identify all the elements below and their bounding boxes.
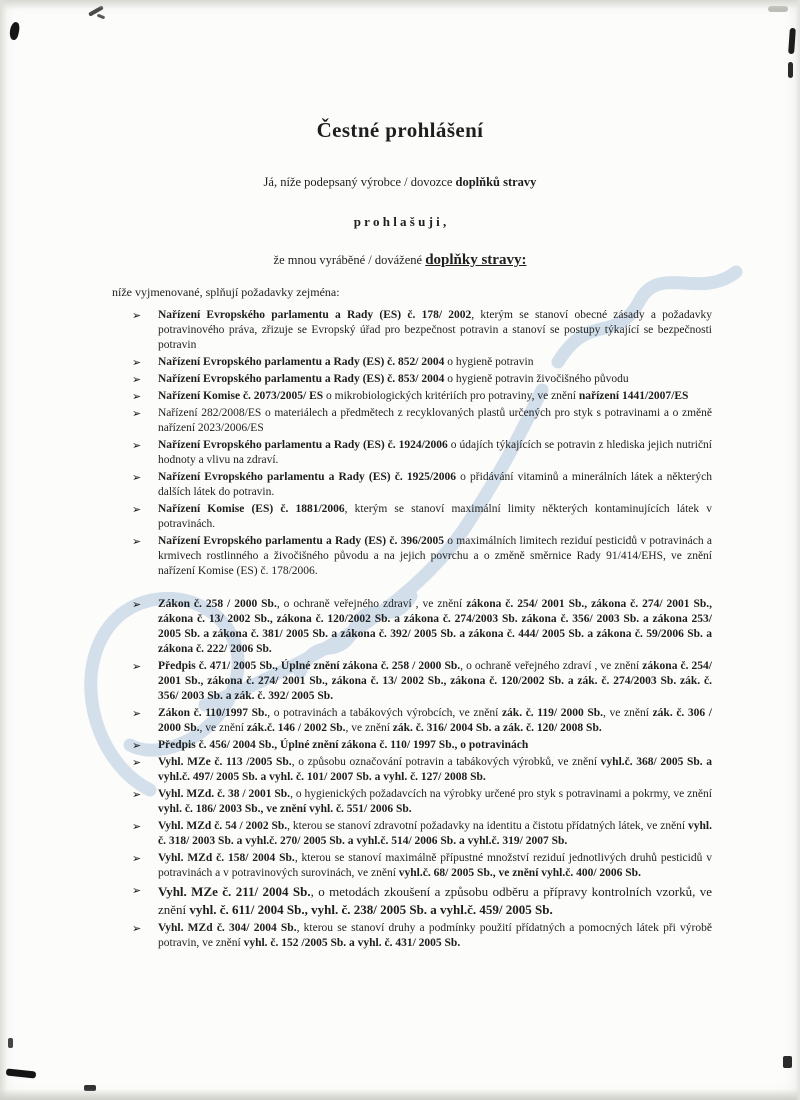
list-item [132,502,712,532]
list-item [132,406,712,436]
bullet-arrow-icon: ➢ [132,660,142,673]
list-item [132,883,712,919]
list-item [132,819,712,849]
document-title: Čestné prohlášení [316,118,484,142]
list-item-text: Nařízení Evropského parlamentu a Rady (ES) č. 178/ 2002, kterým se stanoví obecné zásady a požadavky potravinového práva, zřizuje se Evropský úřad pro bezpečnost potravin a stanoví se postupy týkající se bezpečnosti potravin [158,309,712,351]
bullet-arrow-icon: ➢ [132,407,142,420]
list-item-text: Předpis č. 471/ 2005 Sb., Úplné znění zákona č. 258 / 2000 Sb., o ochraně veřejného zdraví , ve znění zákona č. 254/ 2001 Sb., zákona č. 274/ 2001 Sb., zákona č. 13/ 2002 Sb., zákona č. 120/2002 Sb. a zák. č. 274/2003 Sb. zák. č. 356/ 2003 Sb. a zák. č. 392/ 2005 Sb. [158,660,712,702]
declaration-word: p r o h l a š u j i , [353,214,447,229]
bullet-arrow-icon: ➢ [132,356,142,369]
list-item-text: Zákon č. 110/1997 Sb., o potravinách a tabákových výrobcích, ve znění zák. č. 119/ 2000 Sb., ve znění zák. č. 306 / 2000 Sb., ve znění zák.č. 146 / 2002 Sb., ve znění zák. č. 316/ 2004 Sb. a zák. č. 120/ 2008 Sb. [158,707,712,734]
bullet-arrow-icon: ➢ [132,739,142,752]
list-item-text: Nařízení Komise č. 2073/2005/ ES o mikrobiologických kritériích pro potraviny, ve znění nařízení 1441/2007/ES [158,390,689,402]
list-item [132,755,712,785]
intro-line-3-text: že mnou vyráběné / dovážené [273,253,426,267]
list-item-text: Nařízení Evropského parlamentu a Rady (ES) č. 396/2005 o maximálních limitech reziduí pesticidů v potravinách a krmivech rostlinného a živočišného původu a na jejich povrchu a o změně směrnice Rady 91/414/EHS, ve znění nařízení Komise (ES) č. 178/2006. [158,535,712,577]
intro-line-1-bold: doplňků stravy [455,175,537,189]
list-item-text: Nařízení Evropského parlamentu a Rady (ES) č. 852/ 2004 o hygieně potravin [158,356,534,368]
list-item [132,372,712,387]
requirements-lead: níže vyjmenované, splňují požadavky zejména: [112,285,340,299]
list-item [132,597,712,657]
list-item-text: Předpis č. 456/ 2004 Sb., Úplné znění zákona č. 110/ 1997 Sb., o potravinách [158,739,529,751]
bullet-arrow-icon: ➢ [132,309,142,322]
list-item-text: Vyhl. MZd č. 304/ 2004 Sb., kterou se stanoví druhy a podmínky použití přídatných a pomocných látek při výrobě potravin, ve znění vyhl. č. 152 /2005 Sb. a vyhl. č. 431/ 2005 Sb. [158,922,712,949]
list-item-text: Nařízení Evropského parlamentu a Rady (ES) č. 1924/2006 o údajích týkajících se potravin z hlediska jejich nutriční hodnoty a vlivu na zdraví. [158,439,712,466]
list-item [132,921,712,951]
bullet-arrow-icon: ➢ [132,390,142,403]
list-item [132,438,712,468]
list-item-text: Vyhl. MZd č. 54 / 2002 Sb., kterou se stanoví zdravotní požadavky na identitu a čistotu přídatných látek, ve znění vyhl. č. 318/ 2003 Sb. a vyhl.č. 270/ 2005 Sb. a vyhl.č. 514/ 2006 Sb. a vyhl.č. 319/ 2007 Sb. [158,820,712,847]
bullet-arrow-icon: ➢ [132,884,142,897]
intro-line-3-bold: doplňky stravy: [425,252,527,268]
list-item [132,534,712,579]
scan-edge-mark [783,1056,792,1068]
scan-edge-shadow-bottom [0,1089,800,1100]
list-item [132,470,712,500]
list-item [132,787,712,817]
bullet-arrow-icon: ➢ [132,439,142,452]
list-item-text: Nařízení Evropského parlamentu a Rady (ES) č. 1925/2006 o přidávání vitaminů a minerálních látek a některých dalších látek do potravin. [158,471,712,498]
intro-line-3 [0,252,800,269]
list-item-text: Nařízení Evropského parlamentu a Rady (ES) č. 853/ 2004 o hygieně potravin živočišného původu [158,373,629,385]
list-item [132,851,712,881]
list-item [132,706,712,736]
bullet-arrow-icon: ➢ [132,852,142,865]
list-item-text: Nařízení 282/2008/ES o materiálech a předmětech z recyklovaných plastů určených pro styk s potravinami a o změně nařízení 2023/2006/ES [158,407,712,434]
list-item-text: Vyhl. MZe č. 113 /2005 Sb., o způsobu označování potravin a tabákových výrobků, ve znění vyhl.č. 368/ 2005 Sb. a vyhl.č. 497/ 2005 Sb. a vyhl. č. 101/ 2007 Sb. a vyhl. č. 127/ 2008 Sb. [158,756,712,783]
list-item-text: Nařízení Komise (ES) č. 1881/2006, kterým se stanoví maximální limity některých kontaminujících látek v potravinách. [158,503,713,530]
bullet-arrow-icon: ➢ [132,373,142,386]
bullet-arrow-icon: ➢ [132,471,142,484]
list-item-text: Vyhl. MZe č. 211/ 2004 Sb., o metodách zkoušení a způsobu odběru a přípravy kontrolních vzorků, ve znění vyhl. č. 611/ 2004 Sb., vyhl. č. 238/ 2005 Sb. a vyhl.č. 459/ 2005 Sb. [158,884,713,917]
intro-line-1 [0,175,800,190]
bullet-arrow-icon: ➢ [132,820,142,833]
scan-edge-mark [84,1085,96,1091]
scan-edge-mark [8,1038,13,1048]
bullet-arrow-icon: ➢ [132,535,142,548]
list-item-text: Zákon č. 258 / 2000 Sb., o ochraně veřejného zdraví , ve znění zákona č. 254/ 2001 Sb., zákona č. 274/ 2001 Sb., zákona č. 13/ 2002 Sb., zákona č. 120/2002 Sb. a zákona č. 274/2003 Sb. zákona č. 356/ 2003 Sb. a zákona 253/ 2005 Sb. a zákona č. 381/ 2005 Sb. a zákona č. 392/ 2005 Sb. a zákona č. 444/ 2005 Sb. a zákona č. 59/2006 Sb. a zákona č. 222/ 2006 Sb. [158,598,712,655]
bullet-arrow-icon: ➢ [132,756,142,769]
bullet-arrow-icon: ➢ [132,707,142,720]
list-item [132,308,712,353]
bullet-arrow-icon: ➢ [132,598,142,611]
list-item [132,738,712,753]
list-item [132,355,712,370]
list-item [132,389,712,404]
scan-edge-mark [6,1068,37,1078]
bullet-arrow-icon: ➢ [132,922,142,935]
list-item [132,659,712,704]
bullet-arrow-icon: ➢ [132,788,142,801]
bullet-arrow-icon: ➢ [132,503,142,516]
regulation-list [132,308,712,951]
list-item-text: Vyhl. MZd č. 158/ 2004 Sb., kterou se stanoví maximálně přípustné množství reziduí jednotlivých druhů pesticidů v potravinách a v potravinových surovinách, ve znění vyhl.č. 68/ 2005 Sb., ve znění vyhl.č. 400/ 2006 Sb. [158,852,712,879]
list-item-text: Vyhl. MZd. č. 38 / 2001 Sb., o hygienických požadavcích na výrobky určené pro styk s potravinami a pokrmy, ve znění vyhl. č. 186/ 2003 Sb., ve znění vyhl. č. 551/ 2006 Sb. [158,788,712,815]
intro-line-1-text: Já, níže podepsaný výrobce / dovozce [263,175,456,189]
